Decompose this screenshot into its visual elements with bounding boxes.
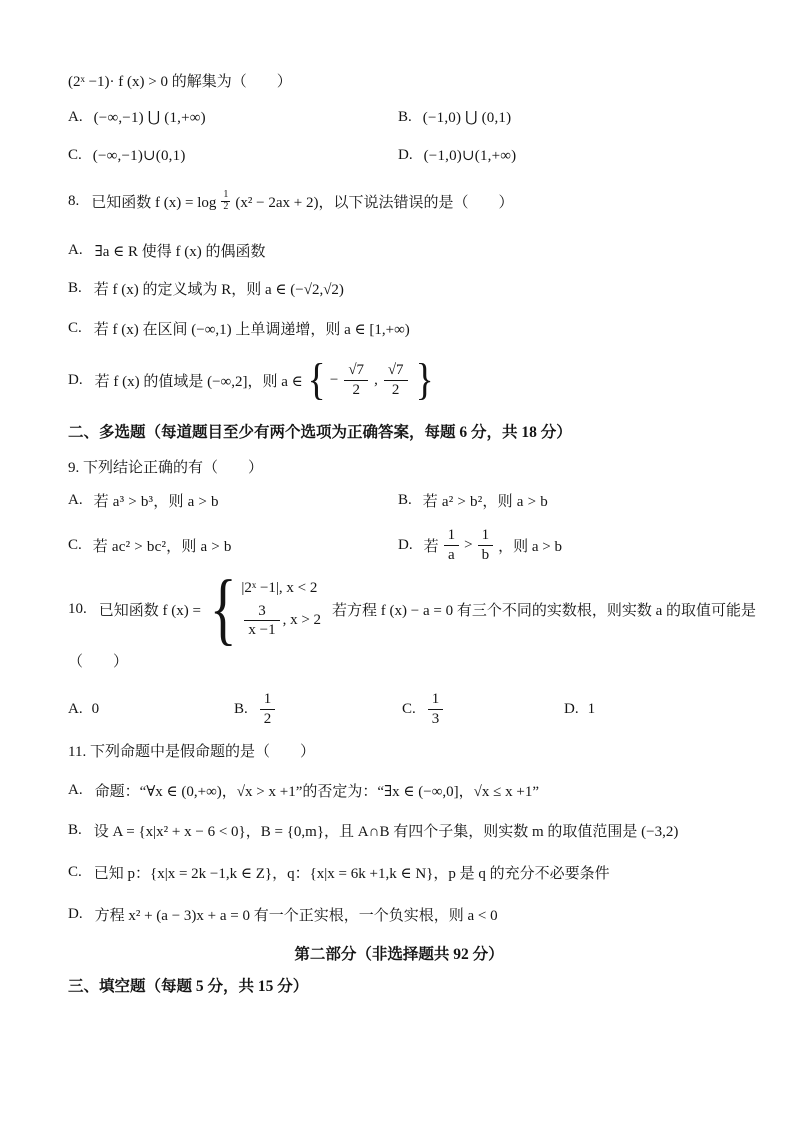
piecewise-case-1: |2ˣ −1|, x < 2 [241,579,318,596]
log-base-denominator: 2 [223,200,229,212]
q11-option-c [68,862,610,883]
q8-option-c [68,318,410,339]
q7-option-a-text: (−∞,−1) ⋃ (1,+∞) [93,110,206,126]
one-third-fraction [428,691,444,727]
comma: , [374,371,378,388]
q10-stem-post: 若方程 f (x) − a = 0 有三个不同的实数根，则实数 a 的取值可能是 [332,602,757,619]
q9-option-d-label: D. [398,536,413,553]
fraction-numerator: √7 [384,362,408,381]
q7-options-row-2 [68,146,730,165]
q7-option-c-label: C. [68,147,82,163]
part-2-heading: 第二部分（非选择题共 92 分） [294,946,504,963]
exam-content [68,0,757,1123]
minus-sign: − [329,371,339,388]
fraction-denominator: 2 [352,381,360,398]
q8-option-c-label: C. [68,320,82,336]
q7-option-a [68,108,398,127]
q7-stem: (2ˣ −1)· f (x) > 0 的解集为（ ） [68,74,292,90]
q11-stem: 11. 下列命题中是假命题的是（ ） [68,744,315,760]
one-half-fraction [260,691,276,727]
q9-option-c-label: C. [68,536,82,553]
q8-option-a-label: A. [68,242,83,258]
q9-option-a-label: A. [68,492,83,508]
log-base-fraction [221,190,230,212]
greater-than-sign: > [464,536,473,553]
section-2-heading: 二、多选题（每道题目至少有两个选项为正确答案，每题 6 分，共 18 分） [68,424,572,441]
fraction-denominator: b [481,546,490,563]
q7-option-d [398,146,730,165]
q8-option-a-text: ∃a ∈ R 使得 f (x) 的偶函数 [94,244,266,260]
piecewise-case-2 [241,603,321,639]
fraction-denominator: x −1 [248,622,276,638]
q11-option-a-text: 命题：“∀x ∈ (0,+∞)，√x > x +1”的否定为：“∃x ∈ (−∞,0]，√x ≤ x +1” [94,784,539,800]
q11-option-d-text: 方程 x² + (a − 3)x + a = 0 有一个正实根，一个负实根，则 a < 0 [94,908,498,924]
q10-option-a-label: A. [68,700,83,717]
q11-option-a-label: A. [68,782,83,798]
q8-option-b-text: 若 f (x) 的定义域为 R，则 a ∈ (−√2,√2) [93,282,344,298]
q9-option-b [398,490,730,511]
q8-option-a [68,240,265,261]
q8-number: 8. [68,192,80,209]
fraction-denominator: a [448,546,455,563]
q9-option-b-label: B. [398,492,412,508]
section-3-heading: 三、填空题（每题 5 分，共 15 分） [68,978,309,995]
q8-option-d [68,352,435,408]
sqrt7-over-2-fraction [384,362,408,398]
fraction-numerator: 3 [244,603,279,622]
q8-option-d-label: D. [68,371,83,388]
q9-stem: 9. 下列结论正确的有（ ） [68,460,264,476]
fraction-denominator: 2 [391,381,400,398]
q10-option-b [234,691,402,727]
q7-option-b [398,108,730,127]
q10-answer-paren: （ ） [68,654,129,670]
log-base-numerator: 1 [223,189,229,200]
q11-option-b-label: B. [68,822,82,838]
q11-option-d [68,904,498,925]
piecewise-cases [241,580,321,639]
q11-option-c-label: C. [68,864,82,880]
q7-option-c-text: (−∞,−1)∪(0,1) [92,148,186,164]
q11-option-a [68,780,539,801]
q8-option-b-label: B. [68,280,82,296]
q10-option-b-label: B. [234,700,248,717]
q7-option-b-text: (−1,0) ⋃ (0,1) [422,110,512,126]
q9-options-row-2 [68,522,730,568]
fraction-numerator: 1 [428,691,444,710]
q8-stem-pre: 已知函数 f (x) = log [91,194,217,211]
q9-option-d-pre: 若 [423,538,439,555]
q10-option-d-label: D. [564,700,579,717]
fraction-denominator: 3 [431,710,440,727]
one-over-b-fraction [478,527,494,563]
q11-option-b-text: 设 A = {x|x² + x − 6 < 0}，B = {0,m}，且 A∩B 有四个子集，则实数 m 的取值范围是 (−3,2) [93,824,679,840]
piecewise-case-2-condition: , x > 2 [282,612,322,628]
q10-option-d [564,701,730,718]
q10-option-a-text: 0 [91,700,100,717]
q9-option-c [68,535,398,556]
q7-option-d-label: D. [398,147,413,163]
q10-option-d-text: 1 [587,700,596,717]
q10-stem [68,565,757,653]
q7-option-a-label: A. [68,109,83,125]
q7-option-b-label: B. [398,109,412,125]
q10-number: 10. [68,600,87,617]
q9-option-d [398,527,730,563]
q9-option-b-text: 若 a² > b²，则 a > b [422,494,548,510]
q7-option-c [68,146,398,165]
q8-stem-post: (x² − 2ax + 2)，以下说法错误的是（ ） [235,194,514,211]
q8-option-b [68,278,344,299]
one-over-a-fraction [444,527,460,563]
q11-option-d-label: D. [68,906,83,922]
close-brace: } [415,355,434,405]
fraction-denominator: 2 [263,710,272,727]
fraction-numerator: 1 [478,527,494,546]
q8-stem [68,190,513,212]
q9-option-c-text: 若 ac² > bc²，则 a > b [92,538,232,555]
q9-option-d-post: ，则 a > b [498,538,562,555]
three-over-x-minus-1-fraction [244,603,279,639]
q9-option-a [68,490,398,511]
q10-options-row [68,686,730,732]
fraction-numerator: 1 [444,527,460,546]
q10-stem-pre: 已知函数 f (x) = [98,602,201,619]
q10-option-a [68,701,234,718]
q8-option-d-text: 若 f (x) 的值域是 (−∞,2]，则 a ∈ [94,373,303,390]
q9-options-row-1 [68,490,730,511]
q7-options-row-1 [68,108,730,127]
open-brace: { [307,355,326,405]
q10-option-c [402,691,564,727]
q11-option-c-text: 已知 p：{x|x = 2k −1,k ∈ Z}，q：{x|x = 6k +1,k ∈ N}，p 是 q 的充分不必要条件 [93,866,610,882]
fraction-numerator: 1 [260,691,276,710]
piecewise-brace: { [209,565,237,653]
fraction-numerator: √7 [344,362,368,381]
q9-option-a-text: 若 a³ > b³，则 a > b [93,494,219,510]
sqrt7-over-2-fraction [344,362,368,398]
q11-option-b [68,820,678,841]
q7-option-d-text: (−1,0)∪(1,+∞) [423,148,517,164]
q10-option-c-label: C. [402,700,416,717]
q8-option-c-text: 若 f (x) 在区间 (−∞,1) 上单调递增，则 a ∈ [1,+∞) [93,322,410,338]
